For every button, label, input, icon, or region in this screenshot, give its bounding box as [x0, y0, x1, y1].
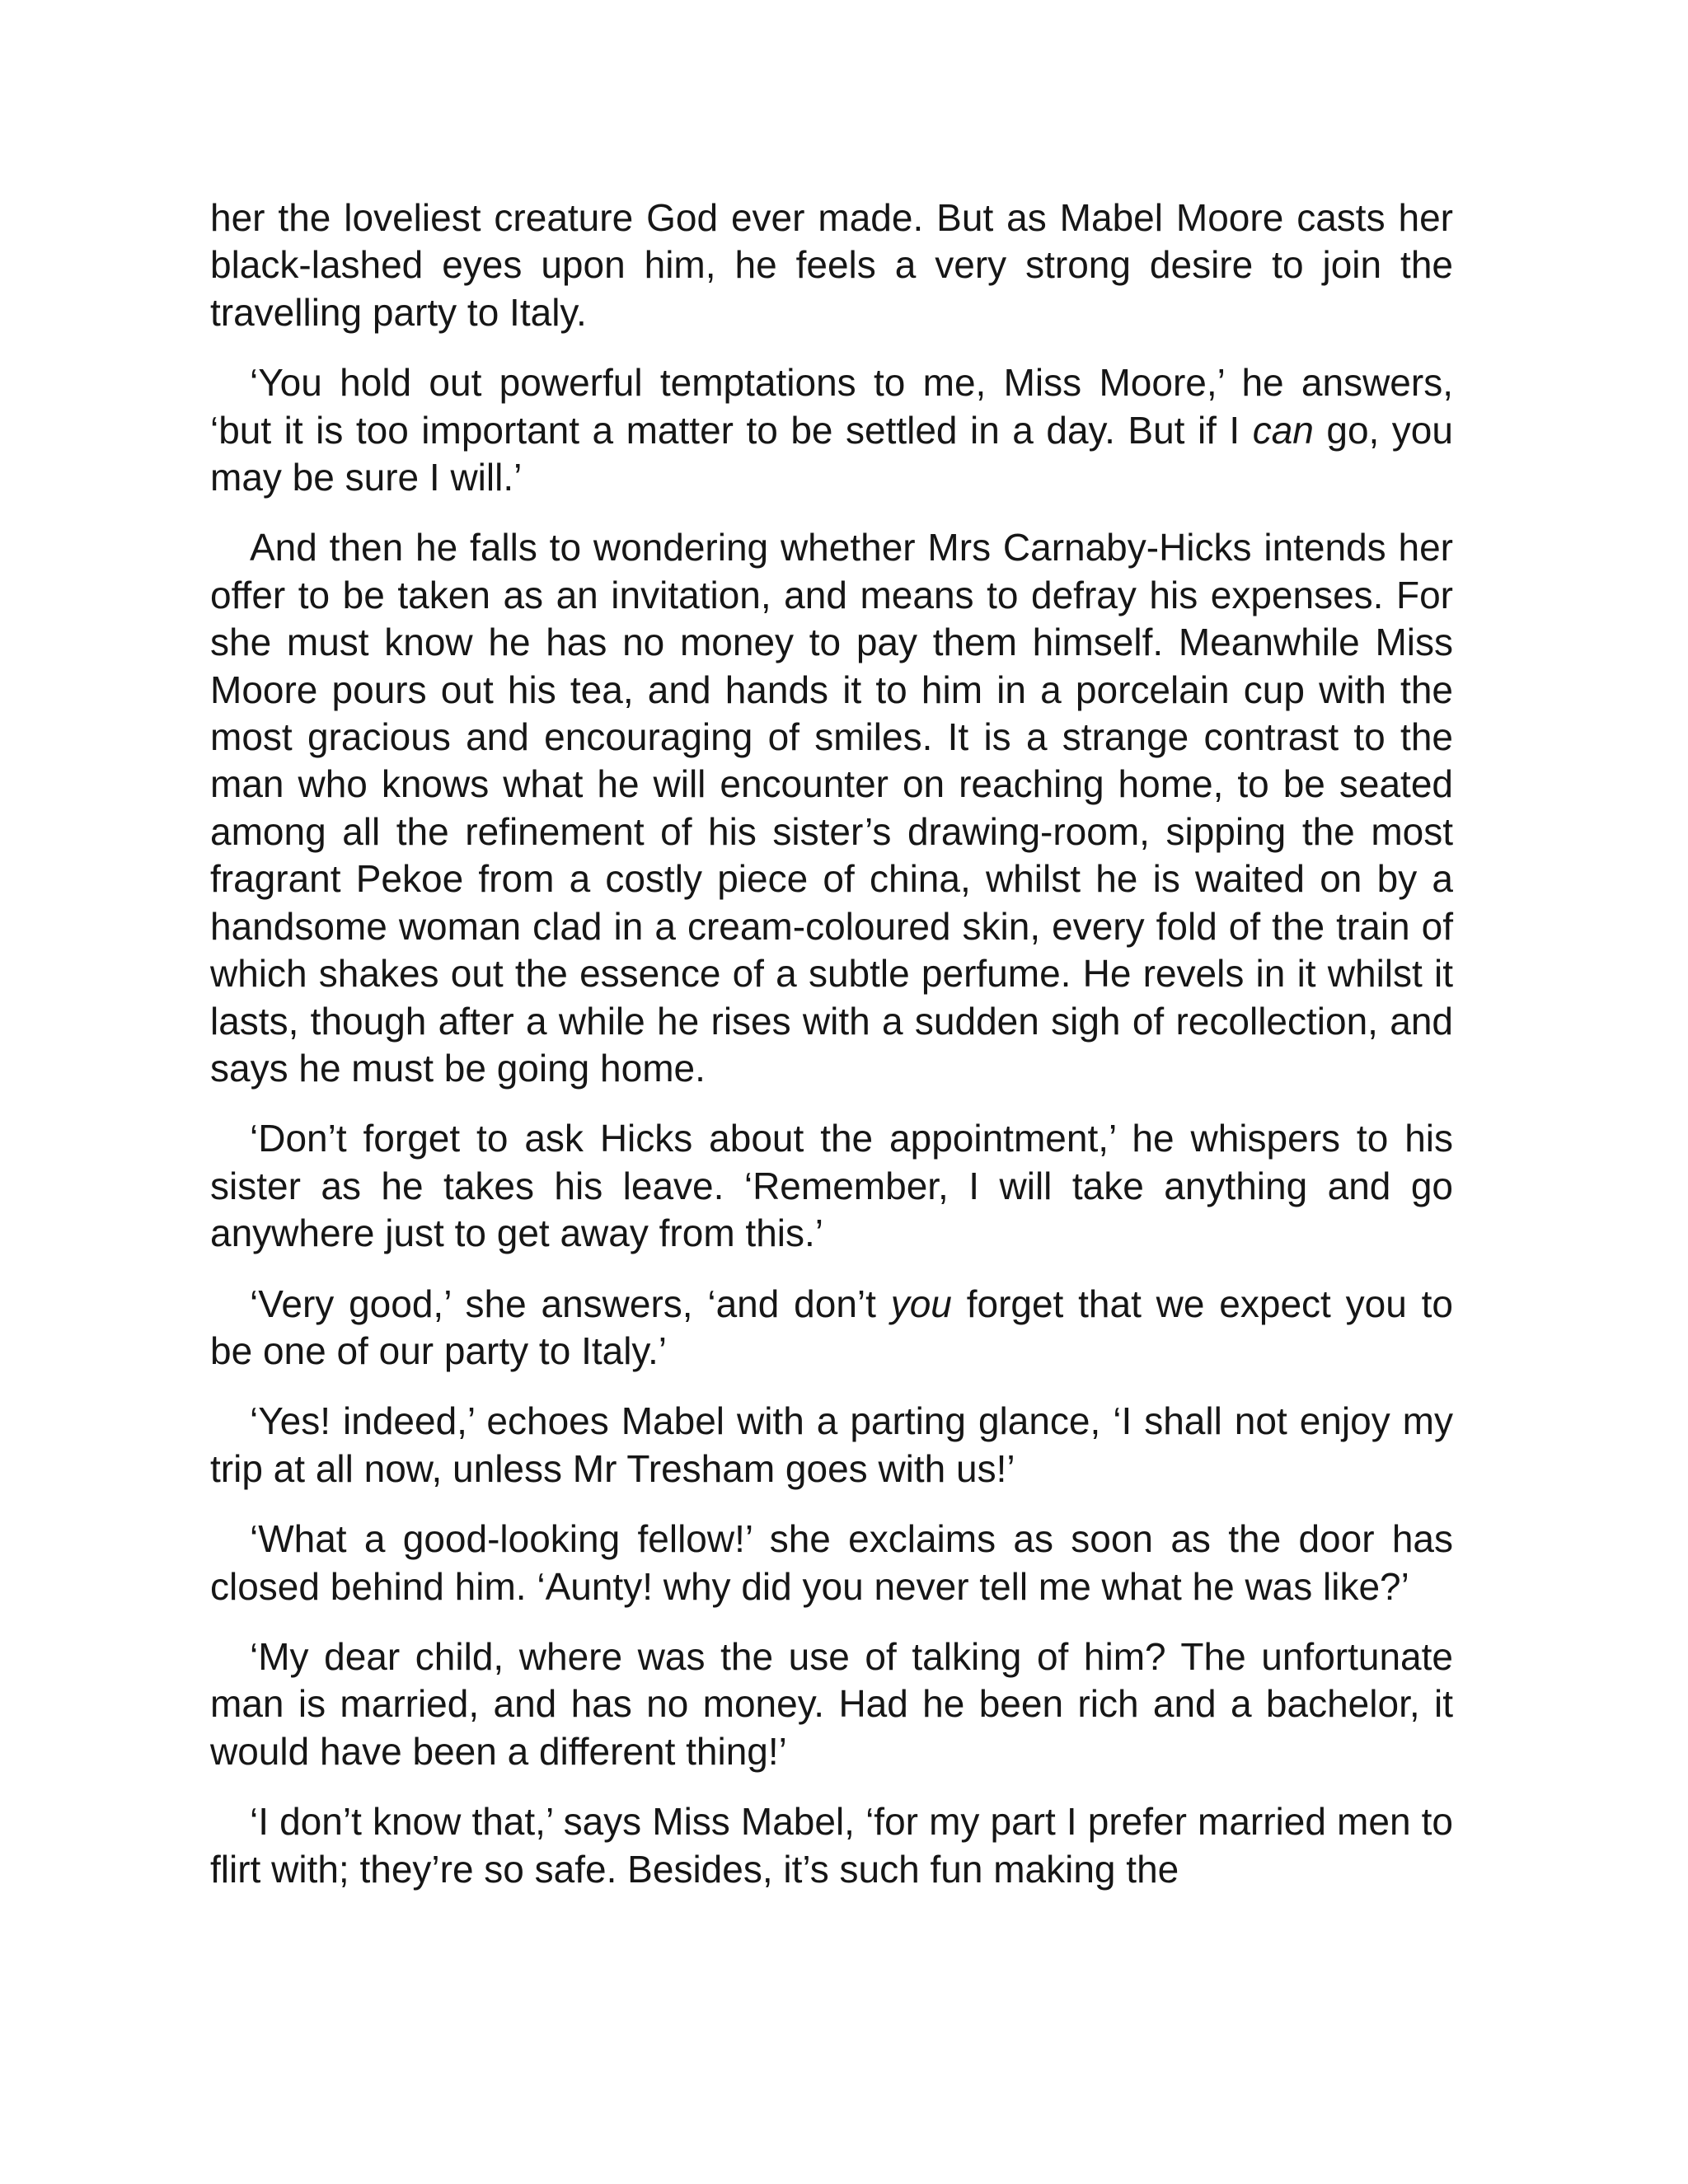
paragraph-5-emphasis: you [890, 1282, 952, 1325]
paragraph-7 [210, 1516, 1453, 1610]
paragraph-4 [210, 1115, 1453, 1257]
paragraph-2-text-b: go, you may be sure I will.’ [210, 408, 1453, 499]
paragraph-5 [210, 1281, 1453, 1376]
paragraph-1-text: her the loveliest creature God ever made. But as Mabel Moore casts her black-lashed eyes upon him, he feels a very strong desire to join the travelling party to Italy. [210, 196, 1453, 334]
paragraph-5-text-a: ‘Very good,’ she answers, ‘and don’t [250, 1282, 891, 1325]
paragraph-6 [210, 1398, 1453, 1493]
paragraph-3-text: And then he falls to wondering whether Mrs Carnaby-Hicks intends her offer to be taken as an invitation, and means to defray his expenses. For she must know he has no money to pay them himself. Meanwhile Miss Moore pours out his tea, and hands it to him in a porcelain cup with the most gracious and encouraging of smiles. It is a strange contrast to the man who knows what he will encounter on reaching home, to be seated among all the refinement of his sister’s drawing-room, sipping the most fragrant Pekoe from a costly piece of china, whilst he is waited on by a handsome woman clad in a cream-coloured skin, every fold of the train of which shakes out the essence of a subtle perfume. He revels in it whilst it lasts, though after a while he rises with a sudden sigh of recollection, and says he must be going home. [210, 526, 1453, 1090]
paragraph-7-text: ‘What a good-looking fellow!’ she exclaims as soon as the door has closed behind him. ‘Aunty! why did you never tell me what he was like?’ [210, 1517, 1453, 1608]
paragraph-9 [210, 1798, 1453, 1893]
paragraph-2-emphasis: can [1252, 408, 1314, 452]
paragraph-3 [210, 524, 1453, 1092]
page-body [210, 194, 1453, 1893]
paragraph-4-text: ‘Don’t forget to ask Hicks about the appointment,’ he whispers to his sister as he takes his leave. ‘Remember, I will take anything and go anywhere just to get away from this.’ [210, 1117, 1453, 1255]
paragraph-6-text: ‘Yes! indeed,’ echoes Mabel with a parting glance, ‘I shall not enjoy my trip at all now, unless Mr Tresham goes with us!’ [210, 1399, 1453, 1490]
paragraph-5-text-b: forget that we expect you to be one of our party to Italy.’ [210, 1282, 1453, 1372]
paragraph-8 [210, 1633, 1453, 1775]
paragraph-1 [210, 194, 1453, 336]
paragraph-8-text: ‘My dear child, where was the use of talking of him? The unfortunate man is married, and has no money. Had he been rich and a bachelor, it would have been a different thing!’ [210, 1634, 1453, 1773]
paragraph-2 [210, 359, 1453, 501]
paragraph-2-text-a: ‘You hold out powerful temptations to me, Miss Moore,’ he answers, ‘but it is too important a matter to be settled in a day. But if I [210, 361, 1453, 452]
paragraph-9-text: ‘I don’t know that,’ says Miss Mabel, ‘for my part I prefer married men to flirt with; they’re so safe. Besides, it’s such fun making the [210, 1800, 1453, 1891]
